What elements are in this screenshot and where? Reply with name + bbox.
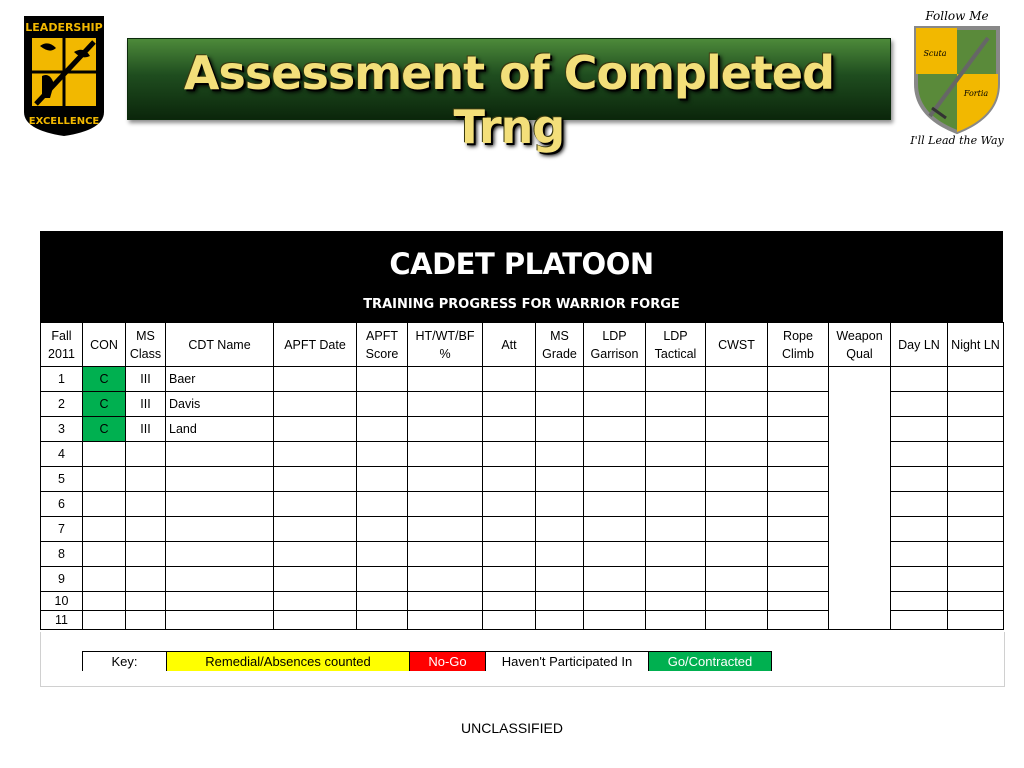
data-cell bbox=[646, 542, 706, 567]
data-cell bbox=[768, 367, 829, 392]
data-cell bbox=[584, 442, 646, 467]
data-cell bbox=[948, 611, 1004, 630]
data-cell bbox=[274, 517, 357, 542]
data-cell bbox=[706, 392, 768, 417]
column-header-line: LDP bbox=[602, 328, 627, 343]
row-number: 10 bbox=[41, 592, 83, 611]
data-cell bbox=[408, 492, 483, 517]
data-cell bbox=[408, 567, 483, 592]
weapon-qual-merged-cell bbox=[829, 367, 891, 630]
cadet-name-cell: Davis bbox=[166, 392, 274, 417]
data-cell bbox=[408, 417, 483, 442]
ms-class-cell bbox=[126, 442, 166, 467]
data-cell bbox=[706, 492, 768, 517]
data-cell bbox=[483, 542, 536, 567]
follow-me-crest bbox=[902, 4, 1012, 148]
key-legend bbox=[82, 651, 772, 671]
data-cell bbox=[948, 367, 1004, 392]
data-cell bbox=[274, 492, 357, 517]
data-cell bbox=[357, 592, 408, 611]
data-cell bbox=[948, 567, 1004, 592]
con-cell bbox=[83, 442, 126, 467]
data-cell bbox=[483, 517, 536, 542]
con-cell bbox=[83, 492, 126, 517]
data-cell bbox=[483, 567, 536, 592]
column-header-line: Garrison bbox=[590, 346, 639, 361]
column-header-line: Day LN bbox=[898, 337, 940, 352]
data-cell bbox=[948, 592, 1004, 611]
data-cell bbox=[646, 611, 706, 630]
column-header bbox=[166, 323, 274, 367]
data-cell bbox=[408, 367, 483, 392]
data-cell bbox=[483, 467, 536, 492]
data-cell bbox=[646, 517, 706, 542]
data-cell bbox=[706, 592, 768, 611]
column-header bbox=[768, 323, 829, 367]
cadet-name-cell bbox=[166, 442, 274, 467]
column-header-line: HT/WT/BF bbox=[415, 328, 475, 343]
ms-class-cell bbox=[126, 517, 166, 542]
row-number: 11 bbox=[41, 611, 83, 630]
page-title: Assessment of Completed Trng bbox=[183, 46, 835, 154]
data-cell bbox=[274, 442, 357, 467]
data-cell bbox=[274, 611, 357, 630]
row-number: 3 bbox=[41, 417, 83, 442]
data-cell bbox=[408, 611, 483, 630]
ms-class-cell bbox=[126, 611, 166, 630]
column-header bbox=[646, 323, 706, 367]
data-cell bbox=[706, 542, 768, 567]
data-cell bbox=[768, 467, 829, 492]
data-cell bbox=[536, 492, 584, 517]
column-header-line: MS bbox=[550, 328, 569, 343]
data-cell bbox=[408, 517, 483, 542]
data-cell bbox=[706, 611, 768, 630]
data-cell bbox=[948, 542, 1004, 567]
row-number: 1 bbox=[41, 367, 83, 392]
data-cell bbox=[483, 417, 536, 442]
data-cell bbox=[706, 417, 768, 442]
data-cell bbox=[357, 467, 408, 492]
data-cell bbox=[891, 392, 948, 417]
table-row bbox=[41, 367, 1004, 392]
data-cell bbox=[584, 367, 646, 392]
column-header-line: Qual bbox=[846, 346, 873, 361]
data-cell bbox=[483, 442, 536, 467]
data-cell bbox=[948, 492, 1004, 517]
data-cell bbox=[584, 492, 646, 517]
data-cell bbox=[357, 392, 408, 417]
training-table bbox=[40, 322, 1004, 630]
column-header bbox=[357, 323, 408, 367]
data-cell bbox=[536, 567, 584, 592]
data-cell bbox=[536, 542, 584, 567]
data-cell bbox=[948, 517, 1004, 542]
crest-top-text: Follow Me bbox=[925, 9, 989, 23]
platoon-subtitle: TRAINING PROGRESS FOR WARRIOR FORGE bbox=[363, 297, 680, 312]
column-header-line: 2011 bbox=[48, 346, 75, 361]
con-cell bbox=[83, 542, 126, 567]
data-cell bbox=[891, 417, 948, 442]
data-cell bbox=[274, 567, 357, 592]
data-cell bbox=[706, 442, 768, 467]
data-cell bbox=[483, 592, 536, 611]
platoon-header bbox=[40, 231, 1003, 322]
cadet-name-cell bbox=[166, 592, 274, 611]
con-cell bbox=[83, 592, 126, 611]
cadet-name-cell bbox=[166, 467, 274, 492]
column-header-line: Grade bbox=[542, 346, 577, 361]
data-cell bbox=[408, 442, 483, 467]
crest-bottom-text: I'll Lead the Way bbox=[910, 134, 1004, 147]
column-header-line: Climb bbox=[782, 346, 814, 361]
table-header-row bbox=[41, 323, 1004, 367]
data-cell bbox=[408, 467, 483, 492]
data-cell bbox=[274, 592, 357, 611]
data-cell bbox=[768, 392, 829, 417]
data-cell bbox=[584, 417, 646, 442]
data-cell bbox=[584, 567, 646, 592]
data-cell bbox=[646, 417, 706, 442]
key-go-contracted: Go/Contracted bbox=[649, 652, 771, 671]
con-cell: C bbox=[83, 367, 126, 392]
row-number: 5 bbox=[41, 467, 83, 492]
data-cell bbox=[646, 567, 706, 592]
ms-class-cell: III bbox=[126, 367, 166, 392]
data-cell bbox=[536, 592, 584, 611]
logo-top-text: LEADERSHIP bbox=[25, 21, 103, 34]
con-cell bbox=[83, 467, 126, 492]
data-cell bbox=[768, 442, 829, 467]
data-cell bbox=[584, 517, 646, 542]
column-header-line: APFT bbox=[366, 328, 398, 343]
data-cell bbox=[536, 517, 584, 542]
data-cell bbox=[768, 517, 829, 542]
data-cell bbox=[357, 611, 408, 630]
column-header bbox=[948, 323, 1004, 367]
cadet-name-cell: Land bbox=[166, 417, 274, 442]
data-cell bbox=[536, 367, 584, 392]
column-header-line: Rope bbox=[783, 328, 813, 343]
cadet-name-cell bbox=[166, 517, 274, 542]
data-cell bbox=[483, 611, 536, 630]
column-header bbox=[83, 323, 126, 367]
cadet-name-cell: Baer bbox=[166, 367, 274, 392]
data-cell bbox=[408, 592, 483, 611]
row-number: 2 bbox=[41, 392, 83, 417]
data-cell bbox=[584, 592, 646, 611]
cadet-name-cell bbox=[166, 492, 274, 517]
data-cell bbox=[483, 392, 536, 417]
con-cell bbox=[83, 611, 126, 630]
crest-shield-left-text: Scuta bbox=[923, 49, 947, 58]
data-cell bbox=[584, 542, 646, 567]
key-not-participated: Haven't Participated In bbox=[486, 652, 649, 671]
key-remedial: Remedial/Absences counted bbox=[167, 652, 410, 671]
data-cell bbox=[274, 367, 357, 392]
column-header bbox=[483, 323, 536, 367]
data-cell bbox=[274, 467, 357, 492]
con-cell bbox=[83, 517, 126, 542]
data-cell bbox=[274, 392, 357, 417]
data-cell bbox=[891, 567, 948, 592]
data-cell bbox=[768, 492, 829, 517]
data-cell bbox=[483, 367, 536, 392]
data-cell bbox=[536, 392, 584, 417]
column-header-line: % bbox=[439, 346, 451, 361]
data-cell bbox=[536, 442, 584, 467]
data-cell bbox=[891, 592, 948, 611]
data-cell bbox=[357, 517, 408, 542]
data-cell bbox=[646, 492, 706, 517]
logo-bottom-text: EXCELLENCE bbox=[28, 116, 100, 127]
column-header-line: Weapon bbox=[836, 328, 883, 343]
column-header-line: Night LN bbox=[951, 337, 1000, 352]
data-cell bbox=[357, 442, 408, 467]
ms-class-cell bbox=[126, 567, 166, 592]
data-cell bbox=[357, 542, 408, 567]
data-cell bbox=[891, 611, 948, 630]
data-cell bbox=[706, 517, 768, 542]
crest-shield-right-text: Fortia bbox=[963, 89, 989, 98]
cadet-name-cell bbox=[166, 567, 274, 592]
column-header bbox=[829, 323, 891, 367]
data-cell bbox=[584, 611, 646, 630]
data-cell bbox=[646, 367, 706, 392]
data-cell bbox=[768, 542, 829, 567]
con-cell: C bbox=[83, 417, 126, 442]
data-cell bbox=[357, 492, 408, 517]
column-header-line: Class bbox=[129, 346, 162, 361]
data-cell bbox=[646, 467, 706, 492]
con-cell bbox=[83, 567, 126, 592]
column-header bbox=[584, 323, 646, 367]
column-header bbox=[536, 323, 584, 367]
key-label: Key: bbox=[83, 652, 167, 671]
data-cell bbox=[357, 567, 408, 592]
column-header bbox=[41, 323, 83, 367]
platoon-sheet bbox=[40, 231, 1003, 630]
column-header-line: Tactical bbox=[654, 346, 697, 361]
data-cell bbox=[948, 467, 1004, 492]
ms-class-cell bbox=[126, 542, 166, 567]
key-area bbox=[40, 632, 1005, 687]
data-cell bbox=[768, 611, 829, 630]
data-cell bbox=[948, 392, 1004, 417]
data-cell bbox=[584, 467, 646, 492]
data-cell bbox=[536, 467, 584, 492]
data-cell bbox=[948, 442, 1004, 467]
platoon-title: CADET PLATOON bbox=[389, 247, 654, 281]
data-cell bbox=[483, 492, 536, 517]
column-header-line: APFT Date bbox=[284, 337, 346, 352]
data-cell bbox=[536, 417, 584, 442]
row-number: 8 bbox=[41, 542, 83, 567]
table-body bbox=[41, 367, 1004, 630]
data-cell bbox=[706, 567, 768, 592]
cadet-name-cell bbox=[166, 611, 274, 630]
column-header bbox=[706, 323, 768, 367]
data-cell bbox=[357, 367, 408, 392]
data-cell bbox=[706, 467, 768, 492]
column-header bbox=[408, 323, 483, 367]
data-cell bbox=[768, 567, 829, 592]
column-header bbox=[891, 323, 948, 367]
column-header bbox=[274, 323, 357, 367]
ms-class-cell bbox=[126, 467, 166, 492]
ms-class-cell: III bbox=[126, 392, 166, 417]
column-header-line: Fall bbox=[51, 328, 72, 343]
row-number: 7 bbox=[41, 517, 83, 542]
con-cell: C bbox=[83, 392, 126, 417]
column-header-line: CON bbox=[90, 337, 118, 352]
column-header-line: MS bbox=[136, 328, 155, 343]
data-cell bbox=[646, 442, 706, 467]
data-cell bbox=[408, 392, 483, 417]
data-cell bbox=[891, 492, 948, 517]
row-number: 9 bbox=[41, 567, 83, 592]
data-cell bbox=[891, 467, 948, 492]
data-cell bbox=[646, 592, 706, 611]
data-cell bbox=[891, 542, 948, 567]
column-header-line: Att bbox=[501, 337, 517, 352]
data-cell bbox=[948, 417, 1004, 442]
data-cell bbox=[891, 442, 948, 467]
data-cell bbox=[274, 542, 357, 567]
data-cell bbox=[891, 517, 948, 542]
data-cell bbox=[536, 611, 584, 630]
data-cell bbox=[768, 592, 829, 611]
title-banner bbox=[127, 38, 891, 154]
row-number: 6 bbox=[41, 492, 83, 517]
column-header bbox=[126, 323, 166, 367]
column-header-line: Score bbox=[365, 346, 399, 361]
column-header-line: LDP bbox=[663, 328, 688, 343]
data-cell bbox=[768, 417, 829, 442]
column-header-line: CWST bbox=[718, 337, 755, 352]
key-no-go: No-Go bbox=[410, 652, 486, 671]
data-cell bbox=[408, 542, 483, 567]
classification-footer: UNCLASSIFIED bbox=[461, 720, 563, 736]
data-cell bbox=[274, 417, 357, 442]
data-cell bbox=[706, 367, 768, 392]
data-cell bbox=[584, 392, 646, 417]
data-cell bbox=[891, 367, 948, 392]
row-number: 4 bbox=[41, 442, 83, 467]
column-header-line: CDT Name bbox=[188, 337, 251, 352]
ms-class-cell bbox=[126, 592, 166, 611]
ms-class-cell: III bbox=[126, 417, 166, 442]
data-cell bbox=[357, 417, 408, 442]
cadet-name-cell bbox=[166, 542, 274, 567]
ms-class-cell bbox=[126, 492, 166, 517]
data-cell bbox=[646, 392, 706, 417]
rotc-leadership-excellence-logo bbox=[18, 12, 110, 138]
